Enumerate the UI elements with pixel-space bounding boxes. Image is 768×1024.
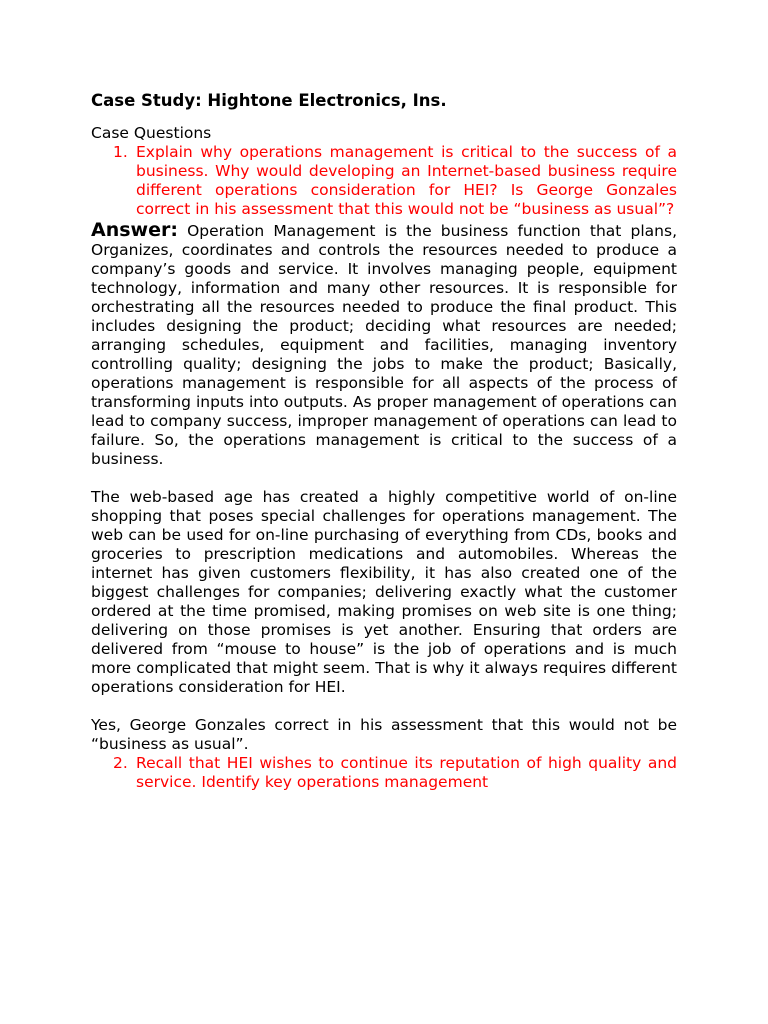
- case-questions-heading: Case Questions: [91, 124, 212, 142]
- question-1-number: 1.: [113, 143, 128, 161]
- document-title: Case Study: Hightone Electronics, Ins.: [91, 91, 447, 110]
- question-2-text: Recall that HEI wishes to continue its reputation of high quality and service. Identify key operations management: [136, 754, 677, 791]
- question-2: [91, 754, 677, 792]
- answer-paragraph-1: [91, 221, 677, 469]
- document-page: [91, 90, 677, 792]
- question-2-number: 2.: [113, 754, 128, 772]
- answer-label: Answer:: [91, 219, 178, 241]
- answer-paragraph-3: Yes, George Gonzales correct in his assessment that this would not be “business as usual”.: [91, 716, 677, 753]
- paragraph-spacer: [91, 469, 677, 488]
- question-1: [91, 143, 677, 219]
- question-1-text: Explain why operations management is critical to the success of a business. Why would developing an Internet-based business require different operations consideration for HEI? Is George Gonzales correct in his assessment that this would not be “business as usual”?: [136, 143, 677, 218]
- paragraph-spacer: [91, 697, 677, 716]
- answer-paragraph-1-text: Operation Management is the business function that plans, Organizes, coordinates and controls the resources needed to produce a company’s goods and service. It involves managing people, equipment technology, information and many other resources. It is responsible for orchestrating all the resources needed to produce the final product. This includes designing the product; deciding what resources are needed; arranging schedules, equipment and facilities, managing inventory controlling quality; designing the jobs to make the product; Basically, operations management is responsible for all aspects of the process of transforming inputs into outputs. As proper management of operations can lead to company success, improper management of operations can lead to failure. So, the operations management is critical to the success of a business.: [91, 222, 677, 468]
- answer-paragraph-2: The web-based age has created a highly competitive world of on-line shopping that poses special challenges for operations management. The web can be used for on-line purchasing of everything from CDs, books and groceries to prescription medications and automobiles. Whereas the internet has given customers flexibility, it has also created one of the biggest challenges for companies; delivering exactly what the customer ordered at the time promised, making promises on web site is one thing; delivering on those promises is yet another. Ensuring that orders are delivered from “mouse to house” is the job of operations and is much more complicated that might seem. That is why it always requires different operations consideration for HEI.: [91, 488, 677, 696]
